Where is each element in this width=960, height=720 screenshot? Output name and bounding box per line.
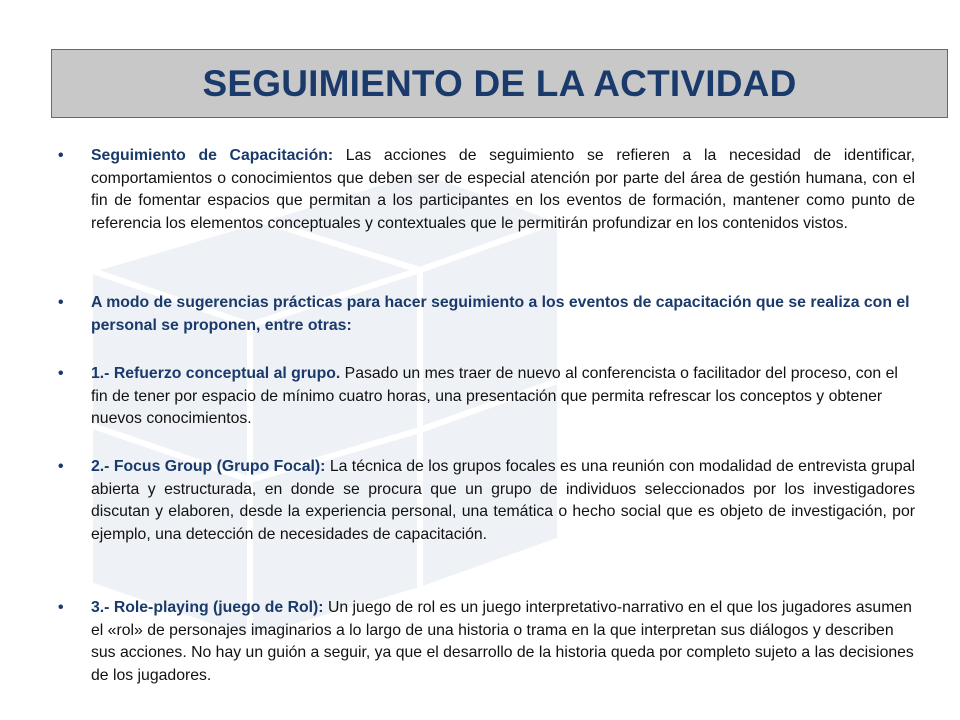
list-item	[50, 363, 915, 431]
item-lead: A modo de sugerencias prácticas para hacer seguimiento a los eventos de capacitación que se realiza con el personal se proponen, entre otras:	[91, 294, 910, 334]
list-item	[50, 292, 915, 337]
page-title: SEGUIMIENTO DE LA ACTIVIDAD	[202, 62, 797, 104]
item-lead: 1.- Refuerzo conceptual al grupo.	[91, 365, 341, 382]
item-lead: Seguimiento de Capacitación:	[91, 147, 334, 164]
bullet-icon: •	[58, 147, 64, 164]
bullet-icon: •	[58, 294, 64, 311]
item-text: Pasado un mes traer de nuevo al conferencista o facilitador del proceso, con el fin de tener por espacio de mínimo cuatro horas, una presentación que permita refrescar los conceptos y obtener nuevos conocimientos.	[91, 365, 898, 428]
bullet-icon: •	[58, 458, 64, 475]
item-lead: 3.- Role-playing (juego de Rol):	[91, 599, 324, 616]
bullet-icon: •	[58, 599, 64, 616]
list-item	[50, 456, 915, 546]
item-text: Las acciones de seguimiento se refieren a la necesidad de identificar, comportamientos o conocimientos que deben ser de especial atención por parte del área de gestión humana, con el fin de fomentar espacios que permitan a los participantes en los eventos de formación, mantener como punto de referencia los elementos conceptuales y contextuales que le permitirán profundizar en los contenidos vistos.	[91, 147, 915, 232]
title-bar	[51, 49, 948, 118]
bullet-icon: •	[58, 365, 64, 382]
item-text: Un juego de rol es un juego interpretativo-narrativo en el que los jugadores asumen el «rol» de personajes imaginarios a lo largo de una historia o trama en la que interpretan sus diálogos y describen sus acciones. No hay un guión a seguir, ya que el desarrollo de la historia queda por completo sujeto a las decisiones de los jugadores.	[91, 599, 914, 684]
item-lead: 2.- Focus Group (Grupo Focal):	[91, 458, 326, 475]
list-item	[50, 597, 915, 687]
item-text: La técnica de los grupos focales es una reunión con modalidad de entrevista grupal abierta y estructurada, en donde se procura que un grupo de individuos seleccionados por los investigadores discutan y elaboren, desde la experiencia personal, una temática o hecho social que es objeto de investigación, por ejemplo, una detección de necesidades de capacitación.	[91, 458, 915, 543]
list-item	[50, 145, 915, 235]
